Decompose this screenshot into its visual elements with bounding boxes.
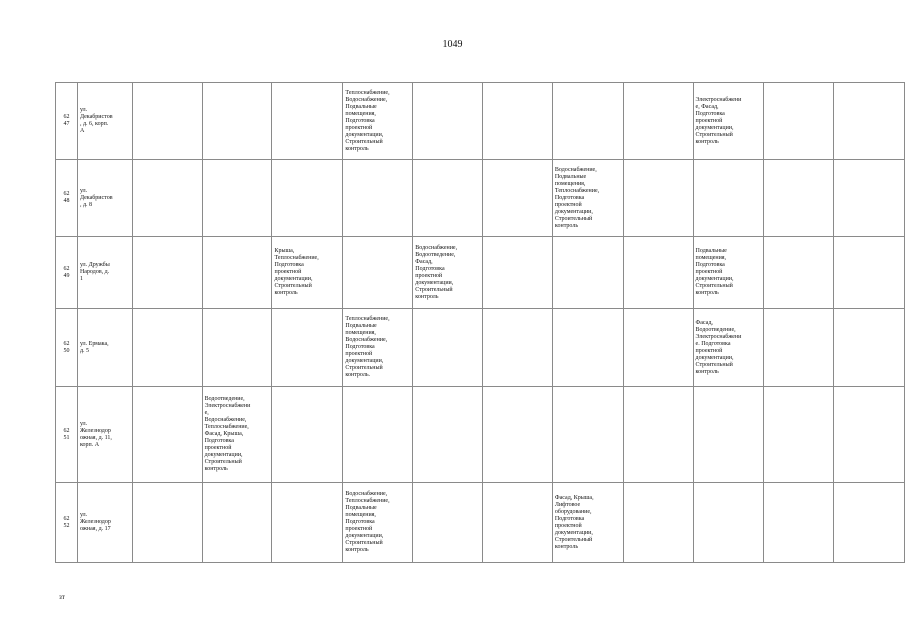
work-cell [202,83,272,160]
work-cell [272,309,343,387]
work-cell [834,387,905,483]
work-cell [764,483,834,563]
work-cell [623,309,693,387]
work-cell [483,237,553,309]
address-cell: ул. Железнодор ожная, д. 11, корп. А [77,387,132,483]
work-cell [693,160,764,237]
work-cell: Теплоснабжение, Водоснабжение, Подвальные помещения, Подготовка проектной документации, Строительный контроль [343,83,413,160]
work-cell [483,309,553,387]
work-cell [623,387,693,483]
table-row [56,160,905,237]
work-cell [413,483,483,563]
work-cell [132,387,202,483]
work-cell [343,160,413,237]
work-cell [483,83,553,160]
work-cell: Водоотведение, Электроснабжени е, Водоснабжение, Теплоснабжение, Фасад, Крыша, Подготовка проектной документации, Строительный контроль [202,387,272,483]
work-cell: Электроснабжени е, Фасад, Подготовка проектной документации, Строительный контроль [693,83,764,160]
work-cell [552,83,623,160]
work-cell [764,387,834,483]
table-row [56,309,905,387]
work-cell [623,83,693,160]
work-cell [272,483,343,563]
work-cell: Крыша, Теплоснабжение, Подготовка проектной документации, Строительный контроль [272,237,343,309]
work-cell [552,387,623,483]
work-cell [132,160,202,237]
table-row [56,237,905,309]
work-cell [132,237,202,309]
work-cell [202,309,272,387]
work-cell [202,483,272,563]
row-number: 62 47 [56,83,78,160]
work-cell [132,83,202,160]
table-row [56,83,905,160]
work-cell: Водоснабжение, Подвальные помещения, Теплоснабжение, Подготовка проектной документации, Строительный контроль [552,160,623,237]
work-cell: Теплоснабжение, Подвальные помещения, Водоснабжение, Подготовка проектной документации, Строительный контроль. [343,309,413,387]
work-cell [834,160,905,237]
work-cell [552,309,623,387]
row-number: 62 48 [56,160,78,237]
work-cell [272,160,343,237]
work-cell [272,83,343,160]
work-cell [764,309,834,387]
work-cell [343,387,413,483]
work-cell: Подвальные помещения, Подготовка проектной документации, Строительный контроль [693,237,764,309]
work-cell [483,160,553,237]
work-cell [623,160,693,237]
footer-mark: зт [59,593,65,601]
work-cell [834,309,905,387]
work-cell [764,160,834,237]
repair-schedule-table [55,82,905,563]
work-cell: Водоснабжение, Водоотведение, Фасад, Подготовка проектной документации, Строительный контроль [413,237,483,309]
work-cell [413,83,483,160]
work-cell: Фасад, Водоотведение, Электроснабжени е. Подготовка проектной документации, Строительный контроль [693,309,764,387]
work-cell [693,387,764,483]
row-number: 62 50 [56,309,78,387]
address-cell: ул. Ермака, д. 5 [77,309,132,387]
work-cell [834,483,905,563]
row-number: 62 49 [56,237,78,309]
address-cell: ул. Декабристов , д. 8 [77,160,132,237]
table-row [56,387,905,483]
work-cell [623,237,693,309]
work-cell [413,160,483,237]
work-cell [132,483,202,563]
address-cell: ул. Дружбы Народов, д. 1 [77,237,132,309]
work-cell [483,387,553,483]
work-cell [834,83,905,160]
row-number: 62 51 [56,387,78,483]
work-cell [552,237,623,309]
address-cell: ул. Железнодор ожная, д. 17 [77,483,132,563]
page-number: 1049 [442,39,463,50]
work-cell [132,309,202,387]
work-cell: Фасад, Крыша, Лифтовое оборудование, Подготовка проектной документации, Строительный контроль [552,483,623,563]
work-cell [834,237,905,309]
table-row [56,483,905,563]
work-cell [764,237,834,309]
work-cell [483,483,553,563]
work-cell: Водоснабжение, Теплоснабжение, Подвальные помещения, Подготовка проектной документации, Строительный контроль [343,483,413,563]
work-cell [413,387,483,483]
address-cell: ул. Декабристов , д. 6, корп. А [77,83,132,160]
work-cell [764,83,834,160]
work-cell [202,160,272,237]
work-cell [202,237,272,309]
row-number: 62 52 [56,483,78,563]
work-cell [272,387,343,483]
work-cell [693,483,764,563]
work-cell [343,237,413,309]
work-cell [413,309,483,387]
work-cell [623,483,693,563]
